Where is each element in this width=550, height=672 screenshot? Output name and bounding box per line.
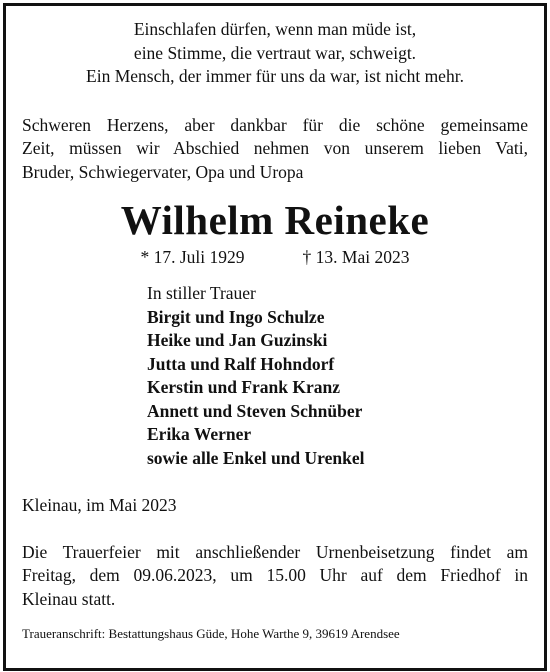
place-date: Kleinau, im Mai 2023	[22, 495, 177, 515]
poem-line: Ein Mensch, der immer für uns da war, ist nicht mehr.	[86, 66, 464, 86]
mourner-entry: sowie alle Enkel und Urenkel	[147, 447, 365, 468]
mourner-entry: Erika Werner	[147, 424, 252, 444]
death-date: † 13. Mai 2023	[302, 247, 410, 267]
mourner-entry: Heike und Jan Guzinski	[147, 330, 328, 350]
intro-text	[22, 114, 528, 185]
ceremony-line: Freitag, dem 09.06.2023, um 15.00 Uhr auf dem Friedhof in	[22, 565, 528, 585]
poem-line: Einschlafen dürfen, wenn man müde ist,	[133, 19, 417, 39]
birth-date: * 17. Juli 1929	[140, 247, 245, 267]
life-dates	[22, 246, 528, 268]
mourner-entry: Jutta und Ralf Hohndorf	[147, 353, 335, 374]
intro-line: Schweren Herzens, aber dankbar für die schöne gemeinsame	[22, 114, 528, 135]
intro-line: Zeit, müssen wir Abschied nehmen von unserem lieben Vati,	[22, 138, 528, 158]
intro-line: Bruder, Schwiegervater, Opa und Uropa	[22, 161, 304, 182]
poem-line: eine Stimme, die vertraut war, schweigt.	[133, 42, 417, 63]
ceremony-line: Die Trauerfeier mit anschließender Urnenbeisetzung findet am	[22, 541, 528, 562]
memorial-poem	[22, 18, 528, 89]
mourner-entry: Annett und Steven Schnüber	[147, 400, 363, 421]
mourners-list	[147, 282, 528, 470]
mourning-address: Traueranschrift: Bestattungshaus Güde, Hohe Warthe 9, 39619 Arendsee	[22, 626, 400, 641]
deceased-name: Wilhelm Reineke	[120, 197, 430, 243]
mourner-entry: Birgit und Ingo Schulze	[147, 306, 325, 327]
mourning-label: In stiller Trauer	[147, 283, 256, 303]
mourner-entry: Kerstin und Frank Kranz	[147, 377, 341, 397]
ceremony-line: Kleinau statt.	[22, 588, 116, 609]
obituary-notice	[22, 18, 528, 642]
ceremony-info	[22, 541, 528, 612]
